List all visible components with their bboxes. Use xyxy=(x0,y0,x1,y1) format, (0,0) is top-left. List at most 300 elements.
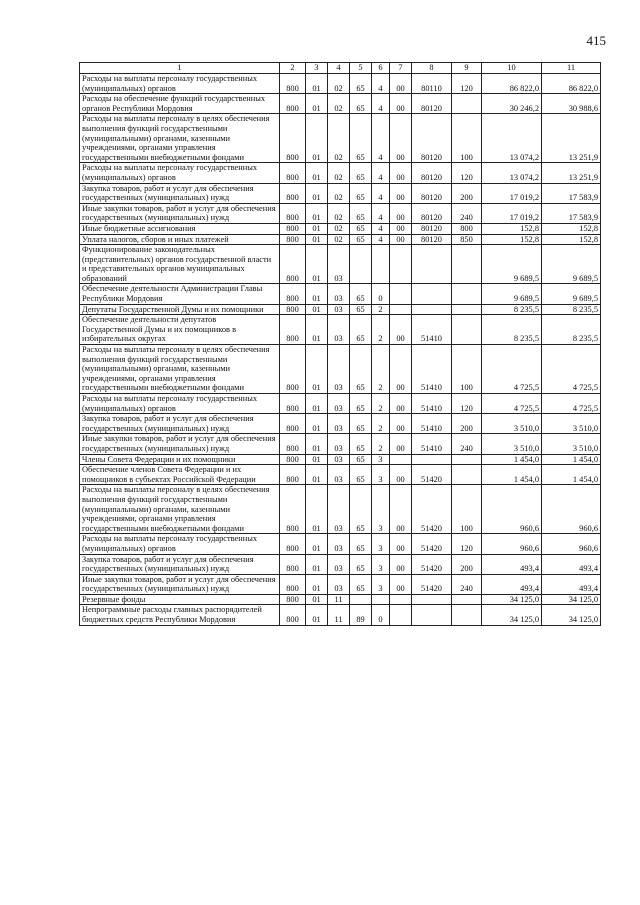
section-cell: 01 xyxy=(306,465,328,485)
expense-name-cell: Закупка товаров, работ и услуг для обеспечения государственных (муниципальных) нужд xyxy=(80,554,280,574)
amount-year-1-cell: 8 235,5 xyxy=(482,304,542,315)
subsection-cell: 03 xyxy=(328,454,350,465)
direction-cell: 80120 xyxy=(412,223,452,234)
column-header-2: 2 xyxy=(280,63,306,74)
expense-name-cell: Члены Совета Федерации и их помощники xyxy=(80,454,280,465)
program-cell: 65 xyxy=(350,394,372,414)
main-event-cell: 00 xyxy=(390,203,412,223)
amount-year-2-cell: 960,6 xyxy=(542,485,601,534)
expense-name-cell: Обеспечение деятельности депутатов Государственной Думы и их помощников в избирательных округах xyxy=(80,315,280,345)
amount-year-1-cell: 8 235,5 xyxy=(482,315,542,345)
subprogram-cell: 3 xyxy=(372,534,390,554)
amount-year-1-cell: 13 074,2 xyxy=(482,163,542,183)
section-cell: 01 xyxy=(306,114,328,163)
ministry-code-cell: 800 xyxy=(280,183,306,203)
expense-type-cell: 800 xyxy=(452,223,482,234)
direction-cell: 80120 xyxy=(412,203,452,223)
program-cell: 65 xyxy=(350,114,372,163)
expense-type-cell: 200 xyxy=(452,414,482,434)
expense-type-cell: 120 xyxy=(452,534,482,554)
section-cell: 01 xyxy=(306,234,328,245)
amount-year-2-cell: 493,4 xyxy=(542,554,601,574)
subprogram-cell: 0 xyxy=(372,284,390,304)
column-header-10: 10 xyxy=(482,63,542,74)
program-cell: 65 xyxy=(350,315,372,345)
subsection-cell: 03 xyxy=(328,554,350,574)
program-cell: 65 xyxy=(350,434,372,454)
program-cell: 65 xyxy=(350,163,372,183)
amount-year-1-cell: 86 822,0 xyxy=(482,74,542,94)
subsection-cell: 02 xyxy=(328,163,350,183)
expense-name-cell: Непрограммные расходы главных распорядителей бюджетных средств Республики Мордовия xyxy=(80,605,280,625)
program-cell: 65 xyxy=(350,234,372,245)
direction-cell: 51420 xyxy=(412,485,452,534)
program-cell: 89 xyxy=(350,605,372,625)
table-row xyxy=(80,574,601,594)
section-cell: 01 xyxy=(306,94,328,114)
amount-year-1-cell: 493,4 xyxy=(482,574,542,594)
amount-year-2-cell: 13 251,9 xyxy=(542,114,601,163)
amount-year-2-cell: 3 510,0 xyxy=(542,434,601,454)
amount-year-2-cell: 8 235,5 xyxy=(542,315,601,345)
expense-name-cell: Расходы на выплаты персоналу в целях обеспечения выполнения функций государственными (муниципальными) органами, казенными учреждениями, органами управления государственными внебюджетными фондами xyxy=(80,485,280,534)
column-header-11: 11 xyxy=(542,63,601,74)
subprogram-cell: 4 xyxy=(372,223,390,234)
table-row xyxy=(80,414,601,434)
program-cell: 65 xyxy=(350,74,372,94)
ministry-code-cell: 800 xyxy=(280,434,306,454)
amount-year-2-cell: 4 725,5 xyxy=(542,394,601,414)
program-cell: 65 xyxy=(350,454,372,465)
ministry-code-cell: 800 xyxy=(280,315,306,345)
table-row xyxy=(80,554,601,574)
table-row xyxy=(80,163,601,183)
main-event-cell: 00 xyxy=(390,485,412,534)
main-event-cell xyxy=(390,594,412,605)
amount-year-2-cell: 3 510,0 xyxy=(542,414,601,434)
expense-name-cell: Закупка товаров, работ и услуг для обеспечения государственных (муниципальных) нужд xyxy=(80,183,280,203)
expense-name-cell: Уплата налогов, сборов и иных платежей xyxy=(80,234,280,245)
expense-type-cell xyxy=(452,304,482,315)
amount-year-2-cell: 9 689,5 xyxy=(542,284,601,304)
main-event-cell: 00 xyxy=(390,414,412,434)
main-event-cell: 00 xyxy=(390,465,412,485)
ministry-code-cell: 800 xyxy=(280,605,306,625)
main-event-cell: 00 xyxy=(390,114,412,163)
section-cell: 01 xyxy=(306,605,328,625)
amount-year-2-cell: 34 125,0 xyxy=(542,605,601,625)
expense-name-cell: Расходы на выплаты персоналу государственных (муниципальных) органов xyxy=(80,534,280,554)
amount-year-2-cell: 493,4 xyxy=(542,574,601,594)
direction-cell xyxy=(412,605,452,625)
column-header-8: 8 xyxy=(412,63,452,74)
section-cell: 01 xyxy=(306,434,328,454)
direction-cell: 80120 xyxy=(412,183,452,203)
section-cell: 01 xyxy=(306,163,328,183)
ministry-code-cell: 800 xyxy=(280,465,306,485)
expense-type-cell: 200 xyxy=(452,183,482,203)
amount-year-2-cell: 152,8 xyxy=(542,223,601,234)
main-event-cell: 00 xyxy=(390,183,412,203)
expense-name-cell: Функционирование законодательных (представительных) органов государственной власти и представительных органов муниципальных образований xyxy=(80,245,280,284)
expense-type-cell: 240 xyxy=(452,434,482,454)
expense-type-cell: 120 xyxy=(452,394,482,414)
ministry-code-cell: 800 xyxy=(280,394,306,414)
program-cell: 65 xyxy=(350,485,372,534)
expense-name-cell: Депутаты Государственной Думы и их помощники xyxy=(80,304,280,315)
subprogram-cell: 2 xyxy=(372,434,390,454)
section-cell: 01 xyxy=(306,284,328,304)
main-event-cell xyxy=(390,605,412,625)
expense-name-cell: Обеспечение членов Совета Федерации и их помощников в субъектах Российской Федерации xyxy=(80,465,280,485)
main-event-cell: 00 xyxy=(390,234,412,245)
direction-cell: 80120 xyxy=(412,234,452,245)
direction-cell: 51420 xyxy=(412,534,452,554)
section-cell: 01 xyxy=(306,394,328,414)
main-event-cell xyxy=(390,304,412,315)
subprogram-cell: 2 xyxy=(372,345,390,394)
ministry-code-cell: 800 xyxy=(280,163,306,183)
amount-year-1-cell: 9 689,5 xyxy=(482,284,542,304)
main-event-cell: 00 xyxy=(390,74,412,94)
table-row xyxy=(80,594,601,605)
amount-year-1-cell: 34 125,0 xyxy=(482,594,542,605)
column-header-3: 3 xyxy=(306,63,328,74)
expense-type-cell: 100 xyxy=(452,485,482,534)
amount-year-2-cell: 960,6 xyxy=(542,534,601,554)
program-cell: 65 xyxy=(350,304,372,315)
page-number: 415 xyxy=(586,33,606,48)
section-cell: 01 xyxy=(306,74,328,94)
program-cell xyxy=(350,594,372,605)
expense-type-cell: 850 xyxy=(452,234,482,245)
program-cell: 65 xyxy=(350,94,372,114)
expense-type-cell: 200 xyxy=(452,554,482,574)
section-cell: 01 xyxy=(306,534,328,554)
direction-cell: 51420 xyxy=(412,465,452,485)
amount-year-1-cell: 4 725,5 xyxy=(482,394,542,414)
subsection-cell: 02 xyxy=(328,114,350,163)
program-cell: 65 xyxy=(350,534,372,554)
ministry-code-cell: 800 xyxy=(280,304,306,315)
amount-year-1-cell: 1 454,0 xyxy=(482,465,542,485)
expense-name-cell: Иные бюджетные ассигнования xyxy=(80,223,280,234)
expense-type-cell: 100 xyxy=(452,114,482,163)
subsection-cell: 11 xyxy=(328,605,350,625)
subsection-cell: 03 xyxy=(328,245,350,284)
direction-cell: 51420 xyxy=(412,574,452,594)
main-event-cell: 00 xyxy=(390,534,412,554)
main-event-cell: 00 xyxy=(390,554,412,574)
amount-year-2-cell: 152,8 xyxy=(542,234,601,245)
amount-year-2-cell: 1 454,0 xyxy=(542,454,601,465)
subprogram-cell: 3 xyxy=(372,465,390,485)
direction-cell xyxy=(412,304,452,315)
section-cell: 01 xyxy=(306,554,328,574)
subprogram-cell: 4 xyxy=(372,203,390,223)
subsection-cell: 02 xyxy=(328,74,350,94)
main-event-cell: 00 xyxy=(390,163,412,183)
subsection-cell: 11 xyxy=(328,594,350,605)
table-row xyxy=(80,74,601,94)
ministry-code-cell: 800 xyxy=(280,223,306,234)
table-row xyxy=(80,315,601,345)
section-cell: 01 xyxy=(306,594,328,605)
expense-name-cell: Иные закупки товаров, работ и услуг для обеспечения государственных (муниципальных) нужд xyxy=(80,203,280,223)
amount-year-1-cell: 3 510,0 xyxy=(482,434,542,454)
table-row xyxy=(80,485,601,534)
expense-type-cell xyxy=(452,594,482,605)
amount-year-1-cell: 960,6 xyxy=(482,534,542,554)
subsection-cell: 03 xyxy=(328,345,350,394)
table-row xyxy=(80,304,601,315)
amount-year-1-cell: 30 246,2 xyxy=(482,94,542,114)
ministry-code-cell: 800 xyxy=(280,454,306,465)
subsection-cell: 03 xyxy=(328,534,350,554)
main-event-cell xyxy=(390,245,412,284)
subprogram-cell: 2 xyxy=(372,304,390,315)
expense-type-cell xyxy=(452,454,482,465)
subprogram-cell: 4 xyxy=(372,183,390,203)
main-event-cell: 00 xyxy=(390,434,412,454)
program-cell: 65 xyxy=(350,554,372,574)
main-event-cell: 00 xyxy=(390,574,412,594)
main-event-cell: 00 xyxy=(390,394,412,414)
table-row xyxy=(80,434,601,454)
expense-type-cell xyxy=(452,94,482,114)
direction-cell: 51420 xyxy=(412,554,452,574)
ministry-code-cell: 800 xyxy=(280,574,306,594)
subsection-cell: 03 xyxy=(328,485,350,534)
main-event-cell: 00 xyxy=(390,345,412,394)
amount-year-1-cell: 34 125,0 xyxy=(482,605,542,625)
table-row xyxy=(80,394,601,414)
expense-name-cell: Закупка товаров, работ и услуг для обеспечения государственных (муниципальных) нужд xyxy=(80,414,280,434)
expense-name-cell: Иные закупки товаров, работ и услуг для обеспечения государственных (муниципальных) нужд xyxy=(80,434,280,454)
program-cell: 65 xyxy=(350,183,372,203)
table-row xyxy=(80,284,601,304)
expense-type-cell: 120 xyxy=(452,74,482,94)
amount-year-1-cell: 1 454,0 xyxy=(482,454,542,465)
section-cell: 01 xyxy=(306,183,328,203)
direction-cell xyxy=(412,284,452,304)
expense-type-cell xyxy=(452,284,482,304)
subsection-cell: 03 xyxy=(328,574,350,594)
ministry-code-cell: 800 xyxy=(280,284,306,304)
expense-type-cell xyxy=(452,315,482,345)
table-row xyxy=(80,605,601,625)
main-event-cell xyxy=(390,284,412,304)
expense-name-cell: Расходы на обеспечение функций государственных органов Республики Мордовия xyxy=(80,94,280,114)
subprogram-cell: 2 xyxy=(372,315,390,345)
direction-cell: 51410 xyxy=(412,315,452,345)
ministry-code-cell: 800 xyxy=(280,345,306,394)
subprogram-cell: 4 xyxy=(372,114,390,163)
table-row xyxy=(80,234,601,245)
subprogram-cell: 4 xyxy=(372,74,390,94)
amount-year-1-cell: 3 510,0 xyxy=(482,414,542,434)
header-row xyxy=(80,63,601,74)
program-cell: 65 xyxy=(350,203,372,223)
program-cell: 65 xyxy=(350,574,372,594)
main-event-cell xyxy=(390,454,412,465)
expense-type-cell: 240 xyxy=(452,574,482,594)
direction-cell xyxy=(412,594,452,605)
amount-year-2-cell: 17 583,9 xyxy=(542,203,601,223)
direction-cell: 51410 xyxy=(412,414,452,434)
direction-cell xyxy=(412,454,452,465)
section-cell: 01 xyxy=(306,485,328,534)
expense-name-cell: Иные закупки товаров, работ и услуг для обеспечения государственных (муниципальных) нужд xyxy=(80,574,280,594)
amount-year-2-cell: 1 454,0 xyxy=(542,465,601,485)
column-header-9: 9 xyxy=(452,63,482,74)
table-row xyxy=(80,114,601,163)
program-cell: 65 xyxy=(350,223,372,234)
subprogram-cell: 2 xyxy=(372,414,390,434)
direction-cell: 51410 xyxy=(412,434,452,454)
expense-type-cell: 240 xyxy=(452,203,482,223)
expense-type-cell: 100 xyxy=(452,345,482,394)
expense-name-cell: Расходы на выплаты персоналу государственных (муниципальных) органов xyxy=(80,163,280,183)
amount-year-1-cell: 13 074,2 xyxy=(482,114,542,163)
table-row xyxy=(80,245,601,284)
ministry-code-cell: 800 xyxy=(280,485,306,534)
section-cell: 01 xyxy=(306,414,328,434)
amount-year-1-cell: 17 019,2 xyxy=(482,183,542,203)
expense-type-cell xyxy=(452,245,482,284)
section-cell: 01 xyxy=(306,345,328,394)
amount-year-2-cell: 34 125,0 xyxy=(542,594,601,605)
ministry-code-cell: 800 xyxy=(280,74,306,94)
program-cell: 65 xyxy=(350,465,372,485)
direction-cell: 80110 xyxy=(412,74,452,94)
table-row xyxy=(80,223,601,234)
ministry-code-cell: 800 xyxy=(280,114,306,163)
ministry-code-cell: 800 xyxy=(280,534,306,554)
subprogram-cell: 3 xyxy=(372,454,390,465)
subprogram-cell: 3 xyxy=(372,554,390,574)
section-cell: 01 xyxy=(306,223,328,234)
subprogram-cell: 2 xyxy=(372,394,390,414)
amount-year-1-cell: 17 019,2 xyxy=(482,203,542,223)
amount-year-2-cell: 17 583,9 xyxy=(542,183,601,203)
ministry-code-cell: 800 xyxy=(280,203,306,223)
subsection-cell: 03 xyxy=(328,434,350,454)
main-event-cell: 00 xyxy=(390,94,412,114)
subprogram-cell xyxy=(372,594,390,605)
expense-type-cell: 120 xyxy=(452,163,482,183)
program-cell: 65 xyxy=(350,284,372,304)
column-header-1: 1 xyxy=(80,63,280,74)
subsection-cell: 02 xyxy=(328,203,350,223)
subprogram-cell xyxy=(372,245,390,284)
subprogram-cell: 0 xyxy=(372,605,390,625)
ministry-code-cell: 800 xyxy=(280,245,306,284)
expense-name-cell: Расходы на выплаты персоналу в целях обеспечения выполнения функций государственными (муниципальными) органами, казенными учреждениями, органами управления государственными внебюджетными фондами xyxy=(80,345,280,394)
column-header-7: 7 xyxy=(390,63,412,74)
expense-name-cell: Расходы на выплаты персоналу государственных (муниципальных) органов xyxy=(80,394,280,414)
subsection-cell: 03 xyxy=(328,315,350,345)
amount-year-1-cell: 960,6 xyxy=(482,485,542,534)
table-row xyxy=(80,94,601,114)
ministry-code-cell: 800 xyxy=(280,94,306,114)
amount-year-2-cell: 86 822,0 xyxy=(542,74,601,94)
column-header-5: 5 xyxy=(350,63,372,74)
table-row xyxy=(80,203,601,223)
table-row xyxy=(80,465,601,485)
program-cell: 65 xyxy=(350,345,372,394)
table-row xyxy=(80,454,601,465)
direction-cell: 51410 xyxy=(412,345,452,394)
direction-cell: 51410 xyxy=(412,394,452,414)
expense-name-cell: Расходы на выплаты персоналу в целях обеспечения выполнения функций государственными (муниципальными) органами, казенными учреждениями, органами управления государственными внебюджетными фондами xyxy=(80,114,280,163)
subsection-cell: 03 xyxy=(328,465,350,485)
subsection-cell: 02 xyxy=(328,183,350,203)
section-cell: 01 xyxy=(306,203,328,223)
section-cell: 01 xyxy=(306,315,328,345)
amount-year-2-cell: 9 689,5 xyxy=(542,245,601,284)
ministry-code-cell: 800 xyxy=(280,554,306,574)
amount-year-2-cell: 30 988,6 xyxy=(542,94,601,114)
subprogram-cell: 4 xyxy=(372,163,390,183)
expense-name-cell: Резервные фонды xyxy=(80,594,280,605)
subsection-cell: 02 xyxy=(328,94,350,114)
subsection-cell: 02 xyxy=(328,223,350,234)
expense-name-cell: Расходы на выплаты персоналу государственных (муниципальных) органов xyxy=(80,74,280,94)
column-header-4: 4 xyxy=(328,63,350,74)
section-cell: 01 xyxy=(306,454,328,465)
table-row xyxy=(80,183,601,203)
direction-cell: 80120 xyxy=(412,94,452,114)
subsection-cell: 03 xyxy=(328,304,350,315)
section-cell: 01 xyxy=(306,304,328,315)
budget-table xyxy=(79,62,601,626)
amount-year-1-cell: 152,8 xyxy=(482,223,542,234)
subsection-cell: 02 xyxy=(328,234,350,245)
subprogram-cell: 4 xyxy=(372,94,390,114)
amount-year-2-cell: 8 235,5 xyxy=(542,304,601,315)
subprogram-cell: 3 xyxy=(372,485,390,534)
amount-year-1-cell: 9 689,5 xyxy=(482,245,542,284)
main-event-cell: 00 xyxy=(390,315,412,345)
amount-year-2-cell: 13 251,9 xyxy=(542,163,601,183)
subsection-cell: 03 xyxy=(328,414,350,434)
subsection-cell: 03 xyxy=(328,394,350,414)
amount-year-1-cell: 4 725,5 xyxy=(482,345,542,394)
direction-cell xyxy=(412,245,452,284)
expense-type-cell xyxy=(452,605,482,625)
direction-cell: 80120 xyxy=(412,163,452,183)
program-cell xyxy=(350,245,372,284)
section-cell: 01 xyxy=(306,245,328,284)
ministry-code-cell: 800 xyxy=(280,414,306,434)
amount-year-2-cell: 4 725,5 xyxy=(542,345,601,394)
direction-cell: 80120 xyxy=(412,114,452,163)
ministry-code-cell: 800 xyxy=(280,234,306,245)
subprogram-cell: 3 xyxy=(372,574,390,594)
expense-type-cell xyxy=(452,465,482,485)
table-row xyxy=(80,534,601,554)
table-row xyxy=(80,345,601,394)
ministry-code-cell: 800 xyxy=(280,594,306,605)
expense-name-cell: Обеспечение деятельности Администрации Главы Республики Мордовия xyxy=(80,284,280,304)
column-header-6: 6 xyxy=(372,63,390,74)
amount-year-1-cell: 152,8 xyxy=(482,234,542,245)
main-event-cell: 00 xyxy=(390,223,412,234)
program-cell: 65 xyxy=(350,414,372,434)
section-cell: 01 xyxy=(306,574,328,594)
subsection-cell: 03 xyxy=(328,284,350,304)
